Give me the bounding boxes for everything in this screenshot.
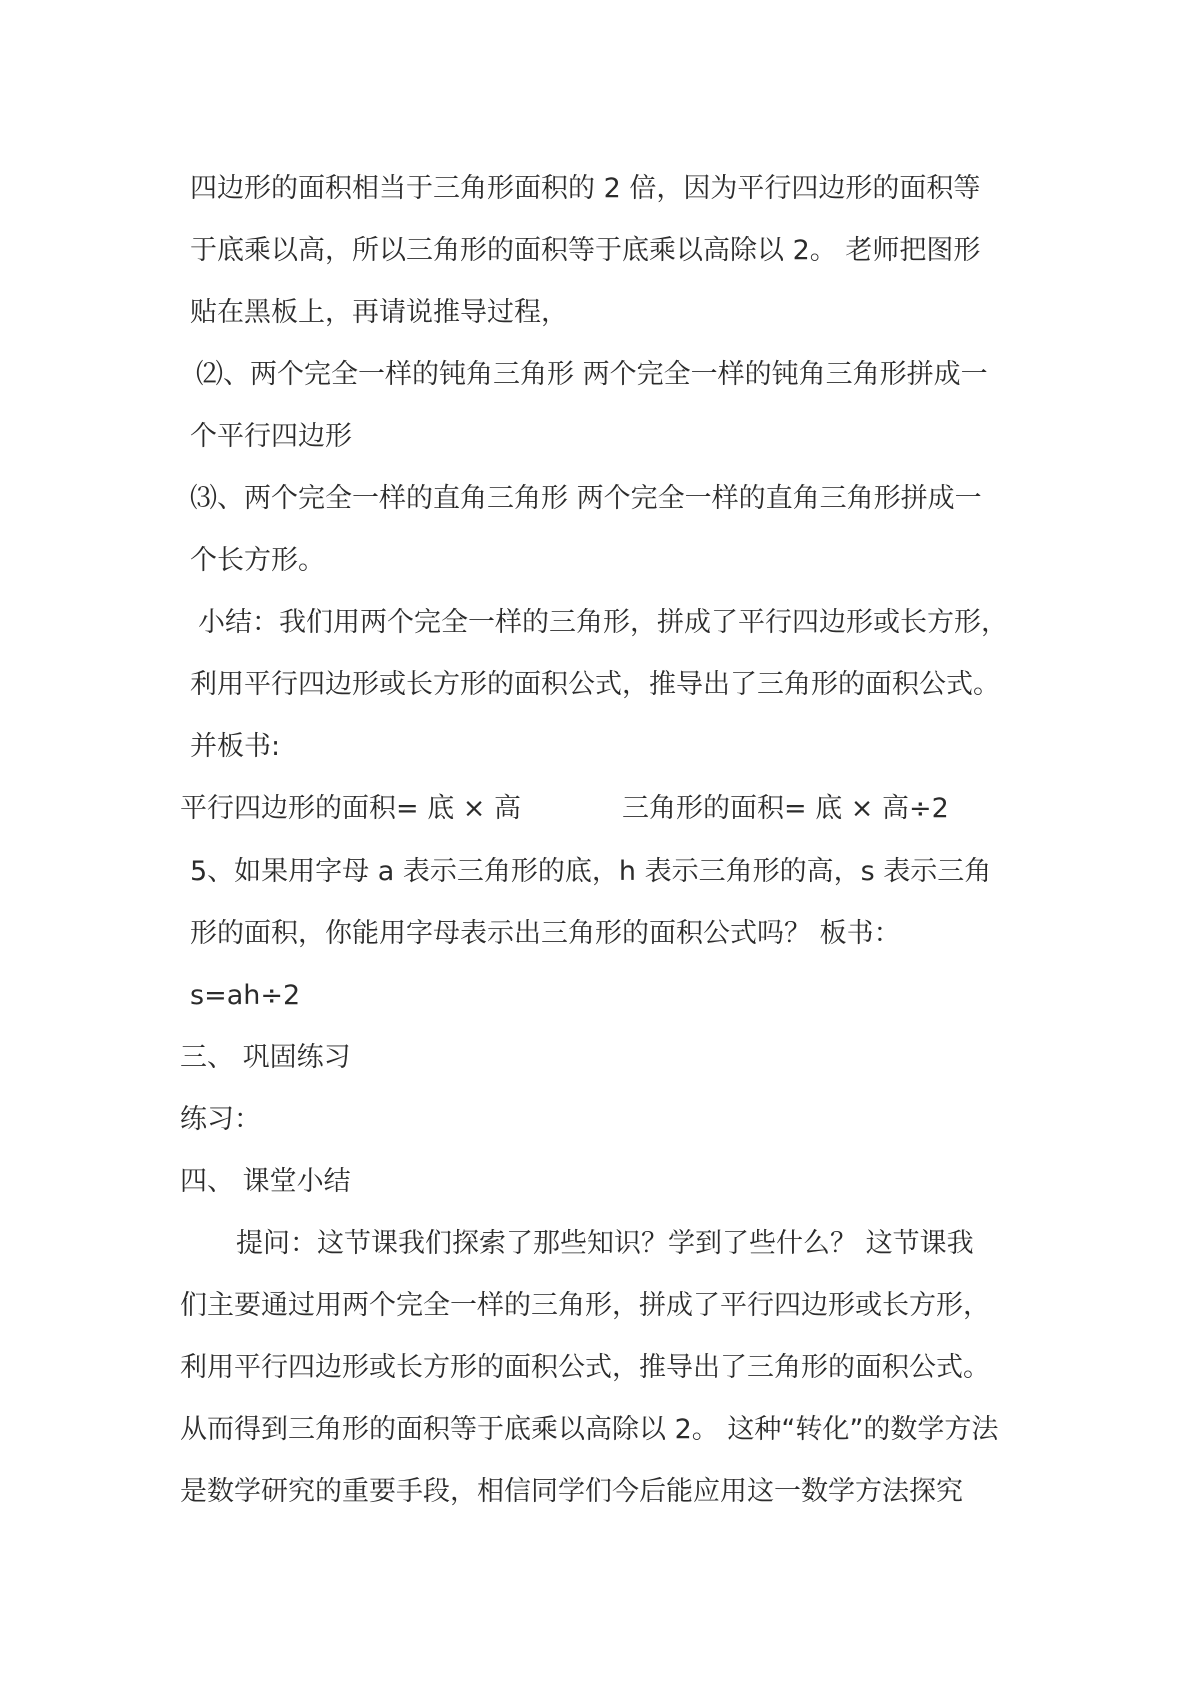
- section-heading: 四、 课堂小结: [180, 1166, 351, 1197]
- section-heading: 三、 巩固练习: [180, 1042, 351, 1073]
- text-line: 四边形的面积相当于三角形面积的 2 倍，因为平行四边形的面积等: [190, 173, 981, 204]
- text-line: 们主要通过用两个完全一样的三角形，拼成了平行四边形或长方形，: [180, 1290, 990, 1321]
- text-line: 于底乘以高，所以三角形的面积等于底乘以高除以 2。 老师把图形: [190, 235, 981, 266]
- text-line: 提问：这节课我们探索了那些知识？学到了些什么？ 这节课我: [236, 1228, 974, 1259]
- text-line: 形的面积，你能用字母表示出三角形的面积公式吗？ 板书：: [190, 918, 901, 949]
- text-line: 从而得到三角形的面积等于底乘以高除以 2。 这种“转化”的数学方法: [180, 1414, 999, 1445]
- text-line: 利用平行四边形或长方形的面积公式，推导出了三角形的面积公式。: [190, 669, 1000, 700]
- formula-parallelogram: 平行四边形的面积= 底 × 高: [180, 793, 521, 824]
- formula-line: s=ah÷2: [190, 980, 301, 1011]
- summary-line: 小结：我们用两个完全一样的三角形，拼成了平行四边形或长方形，: [198, 607, 1008, 638]
- text-line: 贴在黑板上，再请说推导过程，: [190, 297, 568, 328]
- text-line: ⑶、两个完全一样的直角三角形 两个完全一样的直角三角形拼成一: [190, 483, 982, 514]
- text-line: ⑵、两个完全一样的钝角三角形 两个完全一样的钝角三角形拼成一: [196, 359, 988, 390]
- text-line: 练习：: [180, 1104, 261, 1135]
- text-line: 是数学研究的重要手段，相信同学们今后能应用这一数学方法探究: [180, 1476, 963, 1507]
- text-line: 个平行四边形: [190, 421, 352, 452]
- formula-triangle: 三角形的面积= 底 × 高÷2: [622, 793, 949, 824]
- text-line: 个长方形。: [190, 545, 325, 576]
- text-line: 利用平行四边形或长方形的面积公式，推导出了三角形的面积公式。: [180, 1352, 990, 1383]
- text-line: 并板书:: [190, 731, 281, 762]
- question-line: 5、如果用字母 a 表示三角形的底，h 表示三角形的高，s 表示三角: [190, 856, 992, 887]
